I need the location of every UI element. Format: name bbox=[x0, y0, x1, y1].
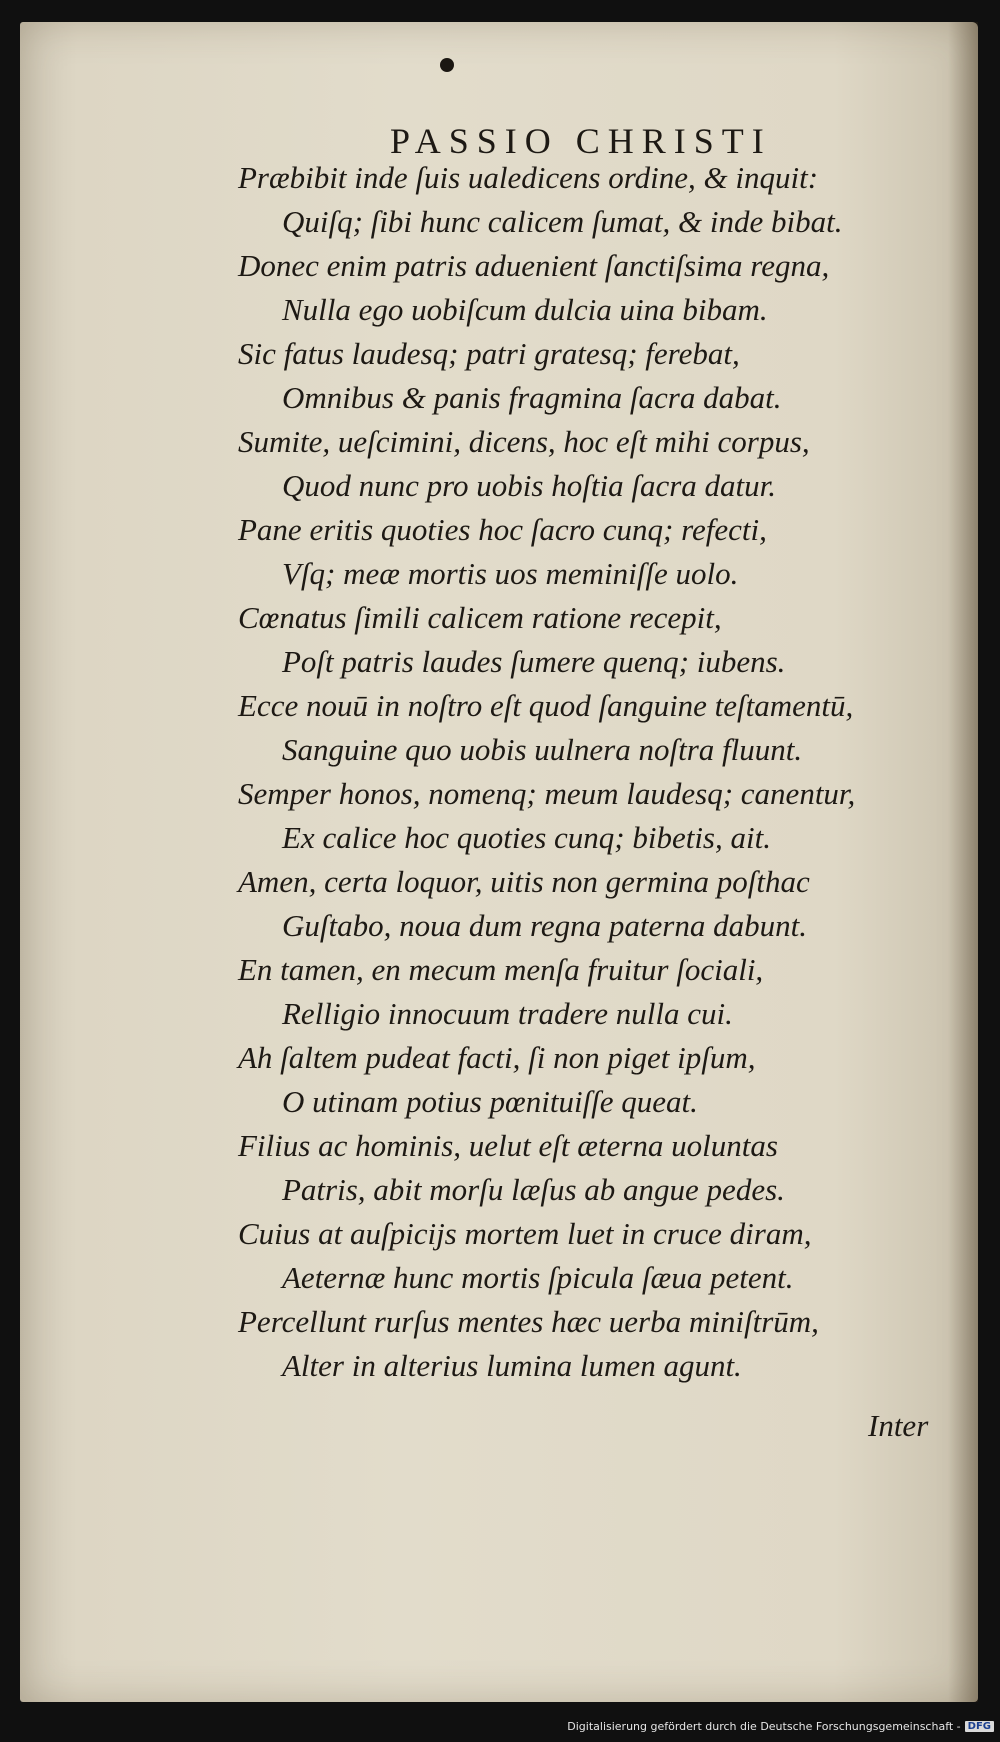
verse-line: Sic fatus laudesq; patri gratesq; ferebat, bbox=[238, 336, 740, 371]
verse-line: Quiſq; ſibi hunc calicem ſumat, & inde bibat. bbox=[282, 204, 843, 239]
ink-dot-mark bbox=[440, 58, 454, 72]
verse-line: Ecce nouū in noſtro eſt quod ſanguine teſtamentū, bbox=[238, 688, 854, 723]
verse-line: Aeternæ hunc mortis ſpicula ſæua petent. bbox=[282, 1260, 794, 1295]
verse-line: Ex calice hoc quoties cunq; bibetis, ait. bbox=[282, 820, 771, 855]
digitization-footer bbox=[567, 1720, 994, 1733]
verse-line: Præbibit inde ſuis ualedicens ordine, & inquit: bbox=[238, 160, 819, 195]
verse-line: Sanguine quo uobis uulnera noſtra fluunt. bbox=[282, 732, 803, 767]
verse-line: Semper honos, nomenq; meum laudesq; canentur, bbox=[238, 776, 856, 811]
footer-text: Digitalisierung gefördert durch die Deutsche Forschungsgemeinschaft - bbox=[567, 1720, 961, 1733]
verse-line: Relligio innocuum tradere nulla cui. bbox=[282, 996, 733, 1031]
verse-line: Cuius at auſpicijs mortem luet in cruce diram, bbox=[238, 1216, 812, 1251]
verse-list bbox=[238, 156, 938, 1388]
verse-line: Donec enim patris aduenient ſanctiſsima regna, bbox=[238, 248, 830, 283]
verse-line: Nulla ego uobiſcum dulcia uina bibam. bbox=[282, 292, 768, 327]
verse-line: Ah ſaltem pudeat facti, ſi non piget ipſum, bbox=[238, 1040, 756, 1075]
verse-line: Cœnatus ſimili calicem ratione recepit, bbox=[238, 600, 722, 635]
verse-line: Guſtabo, noua dum regna paterna dabunt. bbox=[282, 908, 807, 943]
page-edge-shadow bbox=[948, 22, 978, 1702]
verse-line: Amen, certa loquor, uitis non germina poſthac bbox=[238, 864, 810, 899]
verse-line: O utinam potius pœnituiſſe queat. bbox=[282, 1084, 698, 1119]
verse-line: Alter in alterius lumina lumen agunt. bbox=[282, 1348, 742, 1383]
running-head: PASSIO CHRISTI bbox=[390, 121, 772, 161]
verse-line: Poſt patris laudes ſumere quenq; iubens. bbox=[282, 644, 786, 679]
dfg-logo: DFG bbox=[965, 1721, 994, 1732]
verse-line: En tamen, en mecum menſa fruitur ſociali, bbox=[238, 952, 764, 987]
verse-line: Filius ac hominis, uelut eſt æterna uoluntas bbox=[238, 1128, 778, 1163]
verse-line: Quod nunc pro uobis hoſtia ſacra datur. bbox=[282, 468, 777, 503]
verse-line: Vſq; meæ mortis uos meminiſſe uolo. bbox=[282, 556, 739, 591]
verse-line: Patris, abit morſu læſus ab angue pedes. bbox=[282, 1172, 785, 1207]
verse-line: Sumite, ueſcimini, dicens, hoc eſt mihi corpus, bbox=[238, 424, 810, 459]
verse-line: Omnibus & panis fragmina ſacra dabat. bbox=[282, 380, 782, 415]
verse-line: Pane eritis quoties hoc ſacro cunq; refecti, bbox=[238, 512, 767, 547]
catchword: Inter bbox=[868, 1408, 929, 1443]
verse-line: Percellunt rurſus mentes hæc uerba miniſtrūm, bbox=[238, 1304, 819, 1339]
